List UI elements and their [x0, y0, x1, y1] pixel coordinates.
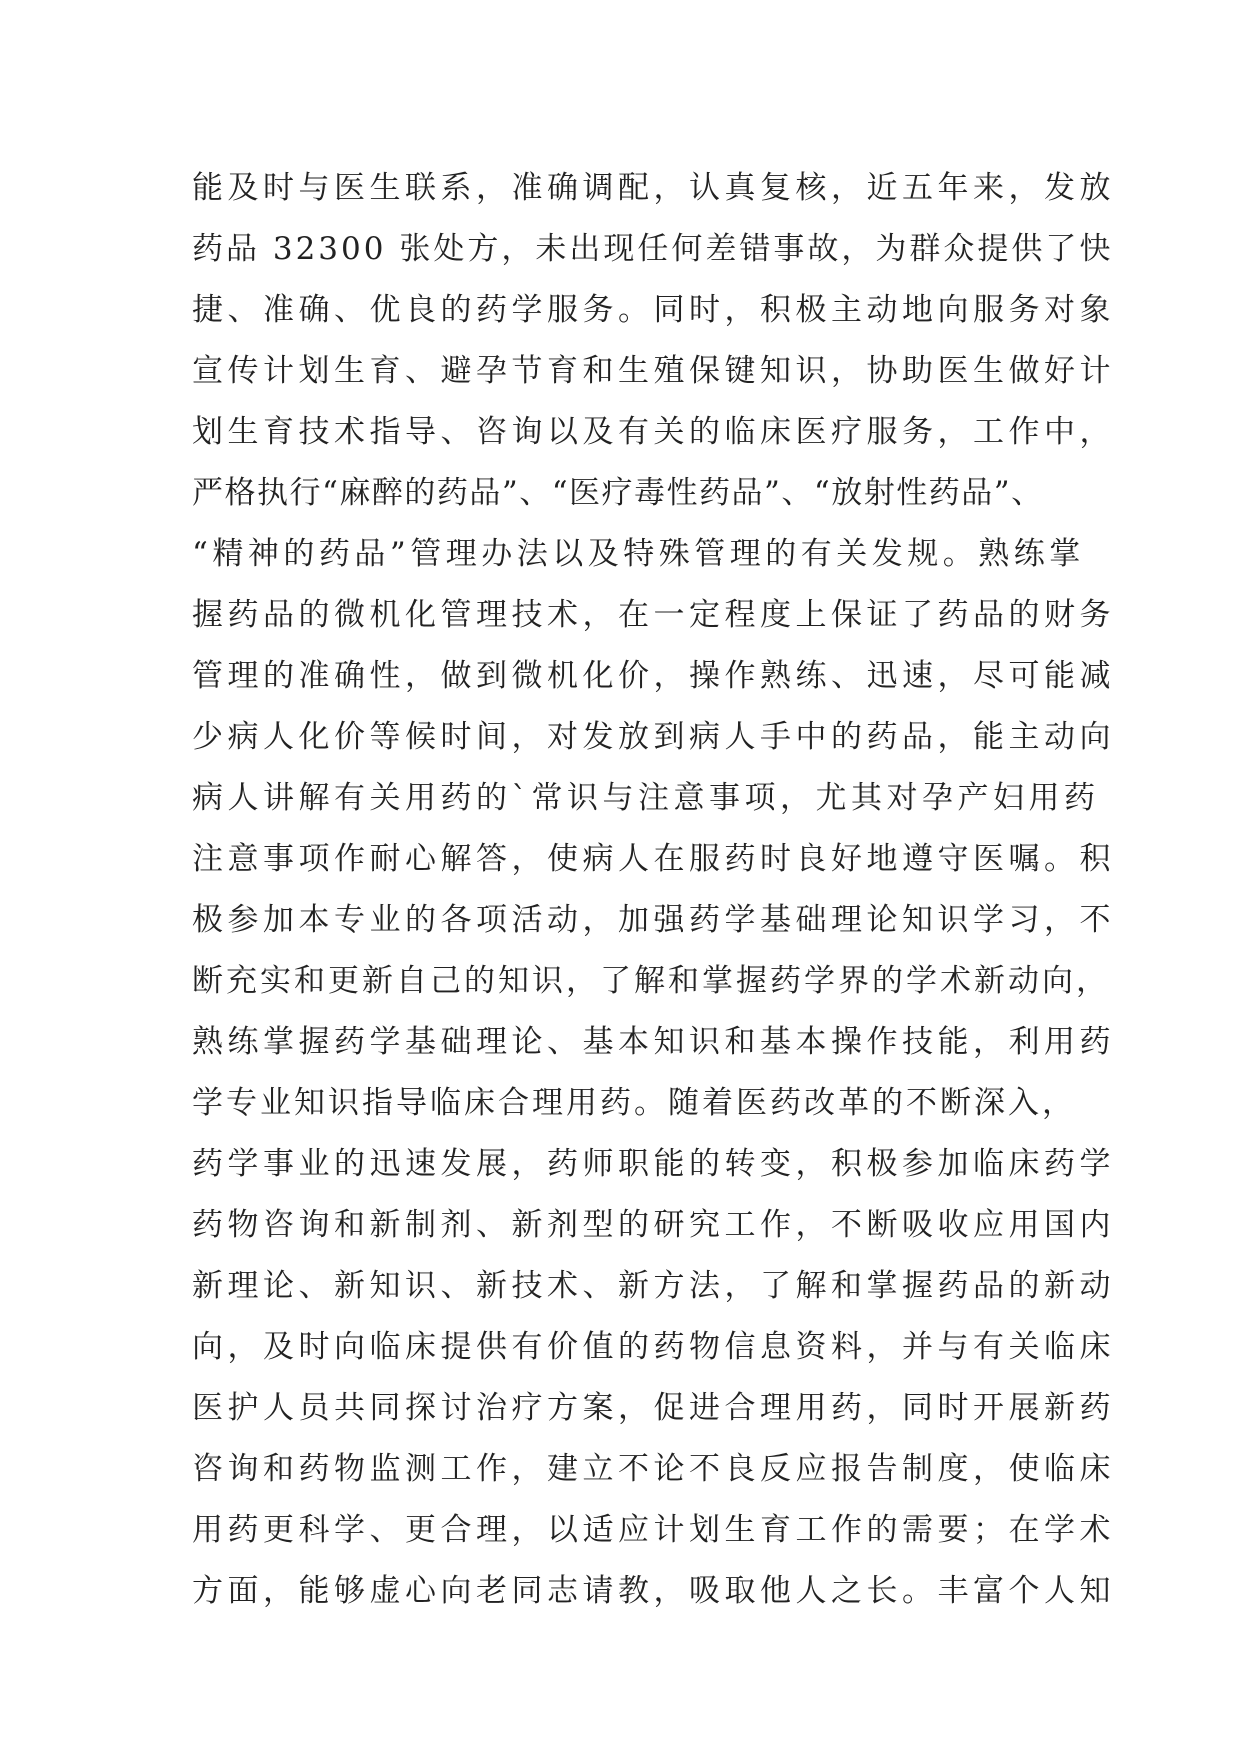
text-line-9: 管理的准确性，做到微机化价，操作熟练、迅速，尽可能减 [192, 658, 1115, 694]
text-line-18: 药物咨询和新制剂、新剂型的研究工作，不断吸收应用国内 [192, 1207, 1115, 1243]
text-line-6: 严格执行“麻醉的药品”、“医疗毒性药品”、“放射性药品”、 [192, 475, 1044, 511]
text-line-13: 极参加本专业的各项活动，加强药学基础理论知识学习，不 [192, 902, 1115, 938]
body-text [192, 158, 1115, 1622]
text-line-22: 咨询和药物监测工作，建立不论不良反应报告制度，使临床 [192, 1451, 1115, 1487]
text-line-1: 能及时与医生联系，准确调配，认真复核，近五年来，发放 [192, 170, 1115, 206]
text-line-23: 用药更科学、更合理，以适应计划生育工作的需要；在学术 [192, 1512, 1115, 1548]
text-line-20: 向，及时向临床提供有价值的药物信息资料，并与有关临床 [192, 1329, 1115, 1365]
text-line-19: 新理论、新知识、新技术、新方法，了解和掌握药品的新动 [192, 1268, 1115, 1304]
text-line-15: 熟练掌握药学基础理论、基本知识和基本操作技能，利用药 [192, 1024, 1115, 1060]
text-line-7: “精神的药品”管理办法以及特殊管理的有关发规。熟练掌 [192, 536, 1085, 572]
text-line-8: 握药品的微机化管理技术，在一定程度上保证了药品的财务 [192, 597, 1115, 633]
text-line-3: 捷、准确、优良的药学服务。同时，积极主动地向服务对象 [192, 292, 1115, 328]
text-line-24: 方面，能够虚心向老同志请教，吸取他人之长。丰富个人知 [192, 1573, 1115, 1609]
text-line-14: 断充实和更新自己的知识，了解和掌握药学界的学术新动向， [192, 963, 1110, 999]
text-line-5: 划生育技术指导、咨询以及有关的临床医疗服务，工作中， [192, 414, 1115, 450]
text-line-17: 药学事业的迅速发展，药师职能的转变，积极参加临床药学 [192, 1146, 1115, 1182]
text-line-21: 医护人员共同探讨治疗方案，促进合理用药，同时开展新药 [192, 1390, 1115, 1426]
text-line-2: 药品 32300 张处方，未出现任何差错事故，为群众提供了快 [192, 231, 1114, 267]
text-line-12: 注意事项作耐心解答，使病人在服药时良好地遵守医嘱。积 [192, 841, 1115, 877]
text-line-11: 病人讲解有关用药的`常识与注意事项，尤其对孕产妇用药 [192, 780, 1100, 816]
text-line-4: 宣传计划生育、避孕节育和生殖保键知识，协助医生做好计 [192, 353, 1115, 389]
text-line-10: 少病人化价等候时间，对发放到病人手中的药品，能主动向 [192, 719, 1115, 755]
text-line-16: 学专业知识指导临床合理用药。随着医药改革的不断深入， [192, 1085, 1076, 1121]
